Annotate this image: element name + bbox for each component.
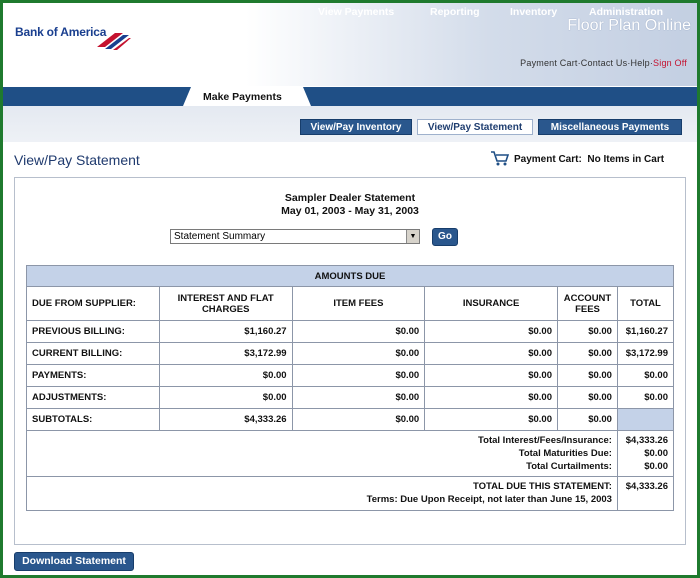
total-interest-fees-value: $4,333.26	[625, 435, 668, 446]
col-item-fees: ITEM FEES	[292, 287, 425, 321]
nav-reporting[interactable]: Reporting	[430, 6, 480, 18]
column-header-row	[27, 287, 674, 321]
browser-frame	[3, 3, 697, 575]
totals-labels	[27, 431, 618, 477]
table-row	[27, 365, 674, 387]
app-title: Floor Plan Online	[567, 17, 691, 34]
total-due-label: TOTAL DUE THIS STATEMENT:	[472, 481, 612, 492]
col-total: TOTAL	[617, 287, 673, 321]
total-maturities-value: $0.00	[644, 448, 668, 459]
page-title: View/Pay Statement	[14, 152, 140, 168]
amounts-due-header: AMOUNTS DUE	[27, 266, 674, 287]
cell-item-fees: $0.00	[292, 387, 425, 409]
cell-insurance: $0.00	[425, 387, 558, 409]
nav-administration[interactable]: Administration	[589, 6, 664, 18]
totals-values	[617, 431, 673, 477]
cell-account-fees: $0.00	[557, 387, 617, 409]
link-separator: ·	[649, 58, 654, 68]
total-due-value: $4,333.26	[617, 477, 673, 511]
cell-insurance: $0.00	[425, 321, 558, 343]
row-label: CURRENT BILLING:	[27, 343, 160, 365]
statement-view-select[interactable]	[170, 229, 420, 244]
nav-inventory[interactable]: Inventory	[510, 6, 558, 18]
table-row	[27, 387, 674, 409]
cell-item-fees: $0.00	[292, 343, 425, 365]
table-row	[27, 321, 674, 343]
bank-logo-text[interactable]: Bank of America	[15, 25, 107, 39]
tab-miscellaneous-payments[interactable]: Miscellaneous Payments	[538, 119, 682, 135]
table-row	[27, 343, 674, 365]
cell-interest: $0.00	[159, 365, 292, 387]
cell-insurance: $0.00	[425, 343, 558, 365]
payment-cart-status	[514, 154, 664, 165]
tab-view-pay-inventory[interactable]: View/Pay Inventory	[300, 119, 412, 135]
cell-insurance: $0.00	[425, 365, 558, 387]
total-curtailments-label: Total Curtailments:	[526, 461, 612, 472]
cell-account-fees: $0.00	[557, 321, 617, 343]
cell-account-fees: $0.00	[557, 365, 617, 387]
link-separator: ·	[577, 58, 581, 68]
nav-make-payments[interactable]: Make Payments	[203, 91, 282, 103]
main-nav	[3, 87, 697, 106]
row-label: ADJUSTMENTS:	[27, 387, 160, 409]
total-curtailments-value: $0.00	[644, 461, 668, 472]
cell-item-fees: $0.00	[292, 365, 425, 387]
cart-label: Payment Cart:	[514, 154, 582, 165]
cell-insurance: $0.00	[425, 409, 558, 431]
cell-item-fees: $0.00	[292, 409, 425, 431]
nav-welcome[interactable]: Welcome	[9, 6, 55, 18]
row-label: SUBTOTALS:	[27, 409, 160, 431]
bank-flag-icon	[95, 31, 131, 51]
payment-terms: Terms: Due Upon Receipt, not later than June 15, 2003	[366, 494, 612, 505]
row-label: PAYMENTS:	[27, 365, 160, 387]
cell-interest: $1,160.27	[159, 321, 292, 343]
cell-total: $0.00	[617, 365, 673, 387]
cell-account-fees: $0.00	[557, 343, 617, 365]
nav-view-payments[interactable]: View Payments	[318, 6, 395, 18]
row-label: PREVIOUS BILLING:	[27, 321, 160, 343]
total-maturities-label: Total Maturities Due:	[518, 448, 612, 459]
cart-status: No Items in Cart	[587, 154, 665, 165]
utility-links	[520, 58, 687, 68]
cell-total: $0.00	[617, 387, 673, 409]
cell-interest: $0.00	[159, 387, 292, 409]
cell-interest: $3,172.99	[159, 343, 292, 365]
amounts-due-table	[26, 265, 674, 511]
col-insurance: INSURANCE	[425, 287, 558, 321]
total-due-row	[27, 477, 674, 511]
col-interest: INTEREST AND FLAT CHARGES	[159, 287, 292, 321]
chevron-down-icon[interactable]: ▼	[406, 230, 419, 243]
totals-summary-row	[27, 431, 674, 477]
help-link[interactable]: Help	[630, 58, 650, 68]
total-due-labels	[27, 477, 618, 511]
payment-cart-link[interactable]: Payment Cart	[520, 58, 578, 68]
total-interest-fees-label: Total Interest/Fees/Insurance:	[478, 435, 612, 446]
download-statement-button[interactable]: Download Statement	[14, 552, 134, 571]
col-due-from-supplier: DUE FROM SUPPLIER:	[27, 287, 160, 321]
go-button[interactable]: Go	[432, 228, 458, 246]
table-row	[27, 409, 674, 431]
cell-interest: $4,333.26	[159, 409, 292, 431]
cell-account-fees: $0.00	[557, 409, 617, 431]
contact-us-link[interactable]: Contact Us	[580, 58, 628, 68]
shopping-cart-icon[interactable]	[490, 150, 510, 166]
select-value: Statement Summary	[174, 231, 266, 242]
statement-period: May 01, 2003 - May 31, 2003	[281, 205, 419, 217]
cell-total: $1,160.27	[617, 321, 673, 343]
statement-name: Sampler Dealer Statement	[284, 192, 416, 204]
cell-total-blank	[617, 409, 673, 431]
cell-total: $3,172.99	[617, 343, 673, 365]
sign-off-link[interactable]: Sign Off	[653, 58, 687, 68]
cell-item-fees: $0.00	[292, 321, 425, 343]
col-account-fees: ACCOUNT FEES	[557, 287, 617, 321]
link-separator: ·	[627, 58, 631, 68]
tab-view-pay-statement[interactable]: View/Pay Statement	[417, 119, 533, 135]
